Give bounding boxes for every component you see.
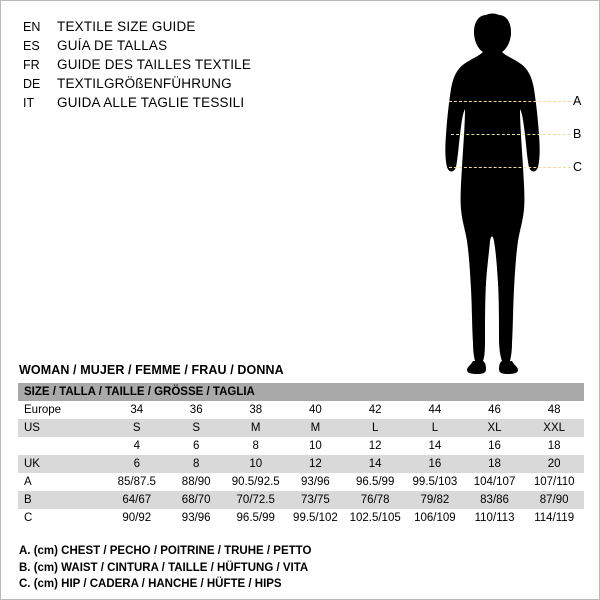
table-row <box>18 473 584 491</box>
language-code-de: DE <box>23 77 41 91</box>
cell-value: 10 <box>309 440 322 452</box>
language-row-it <box>23 93 353 112</box>
cell-value: 87/90 <box>539 494 569 506</box>
cell-value: 12 <box>368 440 382 452</box>
row-label: Europe <box>24 404 62 416</box>
cell-value: 99.5/103 <box>412 476 458 488</box>
cell-value: 88/90 <box>181 476 211 488</box>
row-label: A <box>24 476 32 488</box>
language-row-fr <box>23 55 353 74</box>
cell-value: M <box>250 422 261 434</box>
cell-value: 90.5/92.5 <box>231 476 280 488</box>
table-row <box>18 401 584 419</box>
section-title-woman: WOMAN / MUJER / FEMME / FRAU / DONNA <box>19 363 284 377</box>
cell-value: L <box>431 422 439 434</box>
cell-value: 79/82 <box>420 494 450 506</box>
cell-value: 4 <box>133 440 140 452</box>
cell-value: 42 <box>368 404 382 416</box>
cell-value: 114/119 <box>534 512 575 524</box>
cell-value: 107/110 <box>533 476 575 488</box>
cell-value: 106/109 <box>414 512 456 524</box>
cell-value: 18 <box>488 458 501 470</box>
cell-value: 14 <box>428 440 442 452</box>
cell-value: XL <box>487 422 502 434</box>
cell-value: 8 <box>192 458 200 470</box>
cell-value: 16 <box>488 440 501 452</box>
measure-label-a: A <box>573 94 582 108</box>
measure-line-a <box>449 101 571 102</box>
cell-value: 102.5/105 <box>349 512 401 524</box>
row-label: C <box>24 512 33 524</box>
cell-value: 85/87.5 <box>117 476 156 488</box>
language-row-es <box>23 36 353 55</box>
cell-value: 20 <box>547 458 561 470</box>
cell-value: 14 <box>368 458 382 470</box>
cell-value: 6 <box>133 458 140 470</box>
body-figure <box>401 9 591 379</box>
measurement-notes <box>19 543 311 593</box>
language-code-it: IT <box>23 96 35 110</box>
cell-value: 68/70 <box>181 494 211 506</box>
cell-value: 16 <box>428 458 442 470</box>
cell-value: 6 <box>192 440 200 452</box>
cell-value: 76/78 <box>360 494 390 506</box>
note-hip: C. (cm) HIP / CADERA / HANCHE / HÜFTE / HIPS <box>19 578 282 590</box>
table-row <box>18 491 584 509</box>
table-header-label: SIZE / TALLA / TAILLE / GRÖSSE / TAGLIA <box>24 386 255 398</box>
cell-value: 34 <box>130 404 144 416</box>
measure-label-b: B <box>573 127 582 141</box>
cell-value: 96.5/99 <box>355 476 395 488</box>
language-text-en: TEXTILE SIZE GUIDE <box>57 19 196 34</box>
cell-value: S <box>192 422 201 434</box>
size-table <box>18 383 584 527</box>
measure-label-c: C <box>573 160 583 174</box>
language-text-it: GUIDA ALLE TAGLIE TESSILI <box>57 95 245 110</box>
cell-value: 12 <box>309 458 322 470</box>
table-row <box>18 419 584 437</box>
table-row <box>18 437 584 455</box>
language-code-en: EN <box>23 20 41 34</box>
cell-value: 44 <box>428 404 442 416</box>
row-label: US <box>24 422 40 434</box>
cell-value: 93/96 <box>181 512 211 524</box>
cell-value: 93/96 <box>301 476 330 488</box>
cell-value: 96.5/99 <box>236 512 275 524</box>
row-label <box>18 437 107 455</box>
language-header <box>23 17 353 112</box>
cell-value: 83/86 <box>480 494 509 506</box>
cell-value: 73/75 <box>301 494 330 506</box>
cell-value: 46 <box>488 404 501 416</box>
cell-value: L <box>371 422 379 434</box>
cell-value: 64/67 <box>122 494 152 506</box>
cell-value: M <box>310 422 321 434</box>
cell-value: 110/113 <box>474 512 515 524</box>
language-text-es: GUÍA DE TALLAS <box>57 38 168 53</box>
female-silhouette-icon <box>401 9 591 379</box>
language-text-fr: GUIDE DES TAILLES TEXTILE <box>57 57 252 72</box>
note-waist: B. (cm) WAIST / CINTURA / TAILLE / HÜFTUNG / VITA <box>19 561 309 574</box>
cell-value: 10 <box>249 458 263 470</box>
cell-value: 90/92 <box>122 512 152 524</box>
language-text-de: TEXTILGRÖßENFÜHRUNG <box>57 76 232 91</box>
cell-value: 8 <box>252 440 259 452</box>
table-row <box>18 455 584 473</box>
cell-value: 99.5/102 <box>293 512 338 524</box>
cell-value: XXL <box>543 422 566 434</box>
language-code-fr: FR <box>23 58 40 72</box>
row-label: B <box>24 494 32 506</box>
language-row-en <box>23 17 353 36</box>
cell-value: 38 <box>249 404 263 416</box>
cell-value: 70/72.5 <box>236 494 275 506</box>
measure-line-b <box>451 134 571 135</box>
row-label: UK <box>24 458 40 470</box>
table-header-row <box>18 383 584 401</box>
cell-value: 48 <box>547 404 561 416</box>
measure-line-c <box>449 167 571 168</box>
cell-value: 40 <box>309 404 322 416</box>
cell-value: S <box>132 422 141 434</box>
language-code-es: ES <box>23 39 40 53</box>
cell-value: 18 <box>547 440 561 452</box>
table-row <box>18 509 584 527</box>
cell-value: 36 <box>189 404 203 416</box>
language-row-de <box>23 74 353 93</box>
cell-value: 104/107 <box>473 476 516 488</box>
note-chest: A. (cm) CHEST / PECHO / POITRINE / TRUHE / PETTO <box>19 545 312 557</box>
